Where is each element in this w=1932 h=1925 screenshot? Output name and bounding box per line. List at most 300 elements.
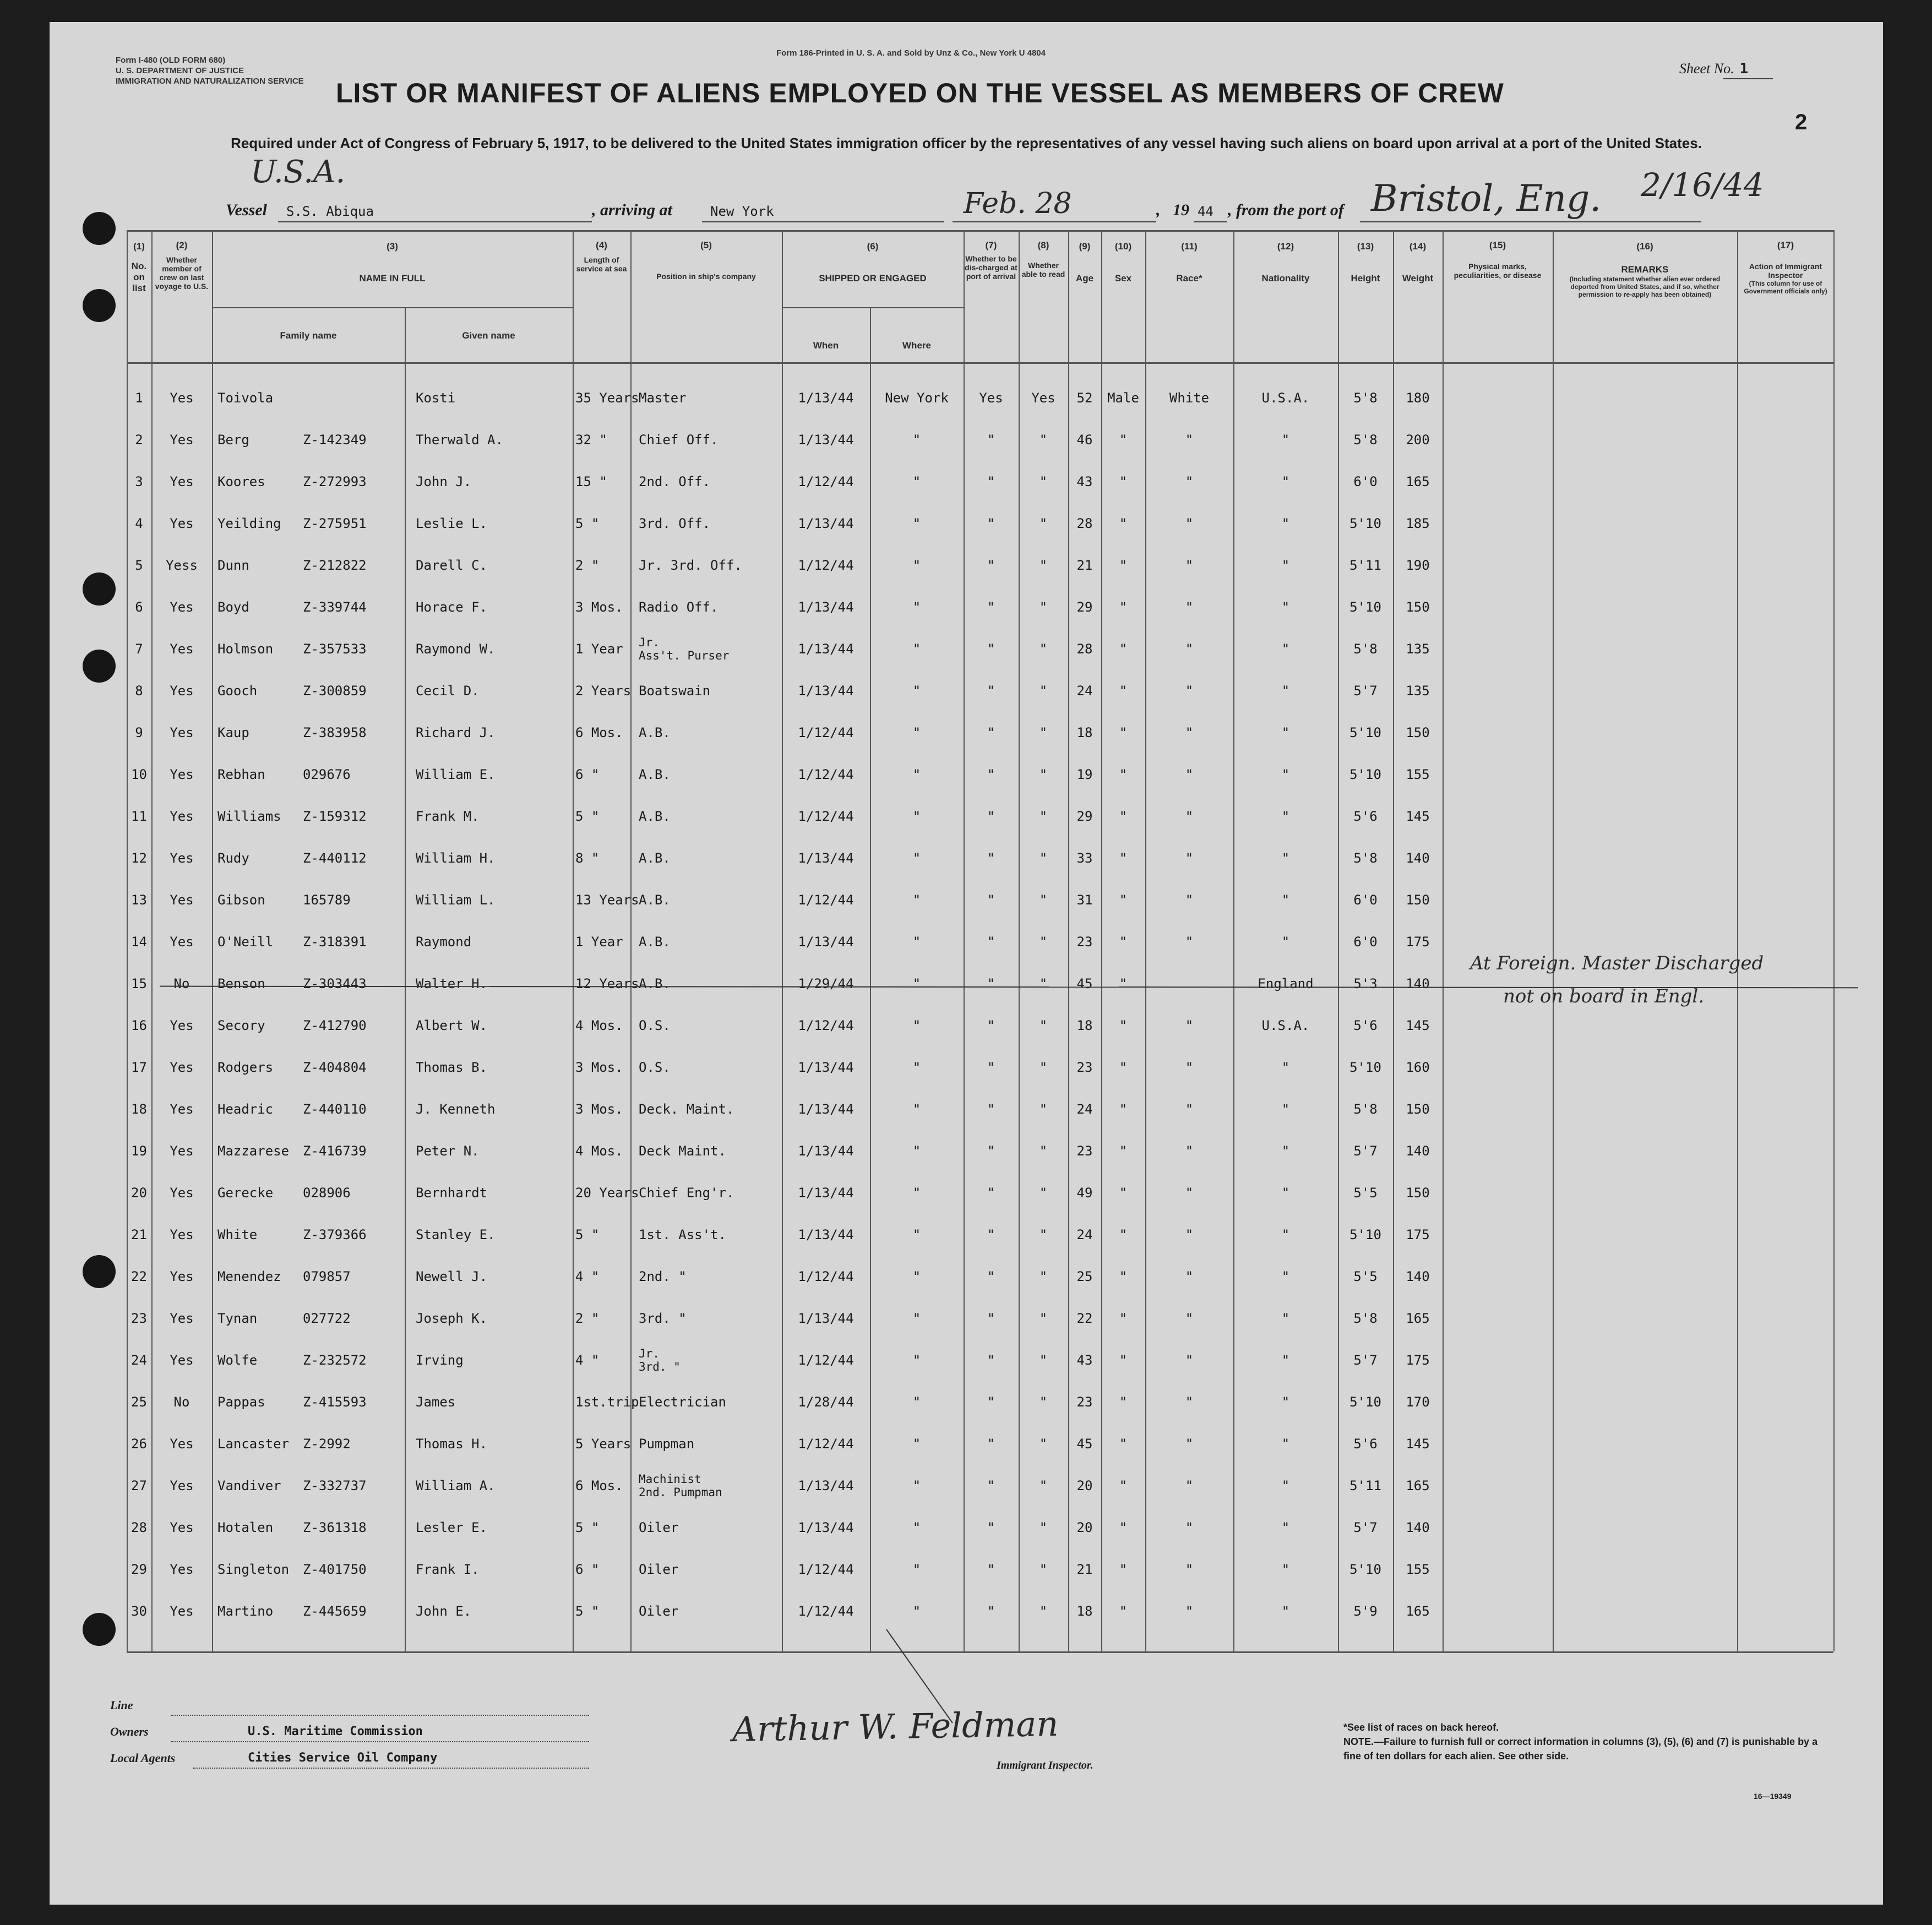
race: " (1185, 1018, 1194, 1033)
race: " (1185, 558, 1194, 573)
manifest-sheet (50, 22, 1883, 1905)
age: 21 (1076, 558, 1093, 573)
family-name-header: Family name (280, 330, 337, 341)
nationality: " (1281, 850, 1290, 866)
col-6-header: (6) SHIPPED OR ENGAGED (819, 241, 927, 283)
sex: " (1119, 558, 1128, 573)
row-number: 11 (131, 809, 147, 824)
position: A.B. (639, 850, 671, 866)
col-13-header: (13) Height (1351, 241, 1380, 283)
crew-row (50, 1548, 1883, 1590)
shipped-when: 1/13/44 (798, 641, 854, 657)
shipped-when: 1/13/44 (798, 599, 854, 615)
last-voyage: Yes (170, 432, 194, 448)
age: 52 (1076, 390, 1093, 406)
age: 43 (1076, 1353, 1093, 1368)
given-name: Richard J. (416, 725, 496, 740)
able-to-read: " (1039, 1185, 1048, 1201)
row-number: 7 (135, 641, 143, 657)
certificate-number: Z-440112 (303, 850, 367, 866)
race: " (1185, 725, 1194, 740)
race: " (1185, 767, 1194, 782)
able-to-read: " (1039, 976, 1048, 991)
shipped-where: " (912, 1018, 921, 1033)
nationality: U.S.A. (1261, 1018, 1310, 1033)
weight: 150 (1406, 599, 1430, 615)
position: Chief Eng'r. (639, 1185, 734, 1201)
height: 5'11 (1349, 558, 1381, 573)
row-number: 3 (135, 474, 143, 489)
sex: " (1119, 1394, 1128, 1410)
vessel-label: Vessel (226, 201, 267, 219)
col-3-header: (3) NAME IN FULL (359, 241, 426, 283)
race: " (1185, 683, 1194, 699)
shipped-where: " (912, 1394, 921, 1410)
crew-row (50, 503, 1883, 544)
shipped-when: 1/13/44 (798, 850, 854, 866)
family-name: Yeilding (217, 516, 281, 531)
row-number: 8 (135, 683, 143, 699)
certificate-number: Z-318391 (303, 934, 367, 950)
able-to-read: " (1039, 1311, 1048, 1326)
service-text: IMMIGRATION AND NATURALIZATION SERVICE (116, 77, 304, 86)
year-prefix: 19 (1173, 201, 1189, 219)
length-of-service: 6 " (575, 1562, 600, 1577)
row-number: 29 (131, 1562, 147, 1577)
inspector-signature: Arthur W. Feldman (732, 1703, 1059, 1750)
col-7-header: (7) Whether to be dis-charged at port of arrival (965, 240, 1017, 281)
shipped-when: 1/12/44 (798, 558, 854, 573)
shipped-when-header: When (813, 340, 839, 351)
year-suffix: 44 (1198, 204, 1213, 219)
length-of-service: 12 Years (575, 976, 639, 991)
last-voyage: Yes (170, 1520, 194, 1535)
able-to-read: " (1039, 516, 1048, 531)
shipped-when: 1/13/44 (798, 1101, 854, 1117)
crew-row (50, 1088, 1883, 1130)
crew-row (50, 1423, 1883, 1465)
sex: " (1119, 976, 1128, 991)
shipped-where: " (912, 767, 921, 782)
row-number: 10 (131, 767, 147, 782)
able-to-read: " (1039, 809, 1048, 824)
position: Master (639, 390, 687, 406)
row-number: 9 (135, 725, 143, 740)
given-name: Kosti (416, 390, 456, 406)
row-number: 24 (131, 1353, 147, 1368)
last-voyage: Yes (170, 809, 194, 824)
height: 5'10 (1349, 1060, 1381, 1075)
last-voyage: Yes (170, 474, 194, 489)
able-to-read: " (1039, 934, 1048, 950)
nationality: " (1281, 558, 1290, 573)
weight: 165 (1406, 474, 1430, 489)
sex: " (1119, 1060, 1128, 1075)
able-to-read: " (1039, 767, 1048, 782)
crew-row (50, 628, 1883, 670)
length-of-service: 1st.trip (575, 1394, 639, 1410)
weight: 140 (1406, 1269, 1430, 1284)
races-note: *See list of races on back hereof. (1343, 1722, 1499, 1733)
certificate-number: Z-412790 (303, 1018, 367, 1033)
position: Oiler (639, 1604, 679, 1619)
position: Machinist 2nd. Pumpman (639, 1473, 722, 1499)
last-voyage: Yes (170, 390, 194, 406)
sex: " (1119, 1478, 1128, 1493)
age: 45 (1076, 976, 1093, 991)
crew-row (50, 461, 1883, 503)
weight: 190 (1406, 558, 1430, 573)
document-title: LIST OR MANIFEST OF ALIENS EMPLOYED ON THE VESSEL AS MEMBERS OF CREW (336, 78, 1504, 108)
row-15-remark-line2: not on board in Engl. (1503, 985, 1705, 1007)
shipped-where: " (912, 1562, 921, 1577)
last-voyage: Yes (170, 1269, 194, 1284)
document-subtitle: Required under Act of Congress of February 5, 1917, to be delivered to the United States immigration officer by the representatives of any vessel having such aliens on board upon arrival at a port of the United States. (231, 135, 1702, 151)
discharged: " (987, 641, 995, 657)
certificate-number: Z-383958 (303, 725, 367, 740)
col-12-header: (12) Nationality (1261, 241, 1310, 283)
age: 24 (1076, 1227, 1093, 1242)
inspector-label: Immigrant Inspector. (997, 1759, 1093, 1771)
age: 18 (1076, 1018, 1093, 1033)
certificate-number: Z-300859 (303, 683, 367, 699)
shipped-where: " (912, 474, 921, 489)
sex: " (1119, 641, 1128, 657)
shipped-when: 1/13/44 (798, 1060, 854, 1075)
shipped-where: " (912, 1143, 921, 1159)
family-name: Pappas (217, 1394, 265, 1410)
race: " (1185, 1604, 1194, 1619)
height: 5'8 (1353, 1101, 1378, 1117)
footnote (1343, 1720, 1822, 1763)
discharged: " (987, 1604, 995, 1619)
certificate-number: 029676 (303, 767, 351, 782)
family-name: Benson (217, 976, 265, 991)
local-agents-label: Local Agents (110, 1751, 176, 1765)
length-of-service: 4 " (575, 1353, 600, 1368)
length-of-service: 4 Mos. (575, 1018, 623, 1033)
shipped-where: " (912, 892, 921, 908)
weight: 150 (1406, 892, 1430, 908)
age: 21 (1076, 1562, 1093, 1577)
binder-hole (83, 289, 116, 322)
date-comma: , (1156, 201, 1161, 219)
family-name: Toivola (217, 390, 274, 406)
certificate-number: 079857 (303, 1269, 351, 1284)
discharged: " (987, 1478, 995, 1493)
last-voyage: No (173, 976, 190, 991)
height: 5'10 (1349, 516, 1381, 531)
position: Jr. 3rd. Off. (639, 558, 742, 573)
length-of-service: 2 Years (575, 683, 632, 699)
race: " (1185, 1520, 1194, 1535)
length-of-service: 1 Year (575, 934, 623, 950)
arrival-date: Feb. 28 (964, 187, 1072, 220)
age: 23 (1076, 1060, 1093, 1075)
family-name: Hotalen (217, 1520, 274, 1535)
certificate-number: Z-212822 (303, 558, 367, 573)
col-4-header: (4) Length of service at sea (576, 240, 627, 273)
discharged: " (987, 809, 995, 824)
age: 43 (1076, 474, 1093, 489)
position: Oiler (639, 1562, 679, 1577)
able-to-read: " (1039, 1562, 1048, 1577)
given-name: Joseph K. (416, 1311, 488, 1326)
family-name: Vandiver (217, 1478, 281, 1493)
length-of-service: 20 Years (575, 1185, 639, 1201)
col-16-header: (16) REMARKS (Including statement whether alien ever ordered deported from United States, and if so, whether permission to re-apply has been obtained) (1569, 241, 1721, 298)
length-of-service: 2 " (575, 1311, 600, 1326)
crew-row (50, 1172, 1883, 1214)
position: O.S. (639, 1060, 671, 1075)
family-name: Menendez (217, 1269, 281, 1284)
binder-hole (83, 212, 116, 245)
nationality: " (1281, 1478, 1290, 1493)
sex: " (1119, 1311, 1128, 1326)
height: 5'10 (1349, 767, 1381, 782)
sex: " (1119, 1520, 1128, 1535)
family-name: Martino (217, 1604, 274, 1619)
age: 29 (1076, 809, 1093, 824)
col-9-header: (9) Age (1075, 241, 1094, 283)
col-1-header: (1) No. on list (131, 241, 147, 293)
crew-row (50, 1507, 1883, 1548)
height: 5'5 (1353, 1269, 1378, 1284)
nationality: " (1281, 1394, 1290, 1410)
weight: 135 (1406, 683, 1430, 699)
position: Oiler (639, 1520, 679, 1535)
age: 29 (1076, 599, 1093, 615)
crew-row (50, 1256, 1883, 1297)
discharged: " (987, 1353, 995, 1368)
shipped-where: " (912, 683, 921, 699)
height: 5'8 (1353, 432, 1378, 448)
age: 31 (1076, 892, 1093, 908)
sex: " (1119, 1143, 1128, 1159)
race (1145, 963, 1233, 1005)
given-name: Frank M. (416, 809, 480, 824)
shipped-where: " (912, 850, 921, 866)
certificate-number: Z-232572 (303, 1353, 367, 1368)
shipped-when: 1/28/44 (798, 1394, 854, 1410)
shipped-when: 1/12/44 (798, 474, 854, 489)
sex: " (1119, 1101, 1128, 1117)
crew-row (50, 1005, 1883, 1046)
sex: " (1119, 1269, 1128, 1284)
sex: Male (1107, 390, 1139, 406)
row-number: 27 (131, 1478, 147, 1493)
position: Jr. 3rd. " (639, 1347, 681, 1373)
col-15-header: (15) Physical marks, peculiarities, or disease (1454, 240, 1542, 280)
given-name: Irving (416, 1353, 464, 1368)
shipped-when: 1/12/44 (798, 1562, 854, 1577)
discharged: " (987, 599, 995, 615)
shipped-when: 1/12/44 (798, 1353, 854, 1368)
family-name: Holmson (217, 641, 274, 657)
penalty-note: NOTE.—Failure to furnish full or correct information in columns (3), (5), (6) and (7) is punishable by a fine of ten dollars for each alien. See other side. (1343, 1736, 1818, 1762)
last-voyage: Yes (170, 1185, 194, 1201)
position: A.B. (639, 976, 671, 991)
age: 24 (1076, 683, 1093, 699)
discharged: " (987, 976, 995, 991)
crew-row (50, 879, 1883, 921)
height: 5'11 (1349, 1478, 1381, 1493)
length-of-service: 5 " (575, 809, 600, 824)
row-number: 18 (131, 1101, 147, 1117)
discharged: " (987, 1394, 995, 1410)
shipped-where: " (912, 725, 921, 740)
shipped-where: " (912, 1478, 921, 1493)
last-voyage: Yes (170, 1353, 194, 1368)
able-to-read: " (1039, 1060, 1048, 1075)
discharged: " (987, 1185, 995, 1201)
length-of-service: 5 Years (575, 1436, 632, 1452)
able-to-read: " (1039, 474, 1048, 489)
nationality: " (1281, 641, 1290, 657)
shipped-when: 1/13/44 (798, 683, 854, 699)
weight: 200 (1406, 432, 1430, 448)
shipped-when: 1/13/44 (798, 1143, 854, 1159)
crew-row (50, 1214, 1883, 1256)
sheet-label: Sheet No. (1679, 61, 1734, 77)
certificate-number: Z-339744 (303, 599, 367, 615)
nationality: " (1281, 1101, 1290, 1117)
row-number: 26 (131, 1436, 147, 1452)
given-name: Raymond W. (416, 641, 496, 657)
position: A.B. (639, 767, 671, 782)
discharged: Yes (979, 390, 1003, 406)
race: " (1185, 641, 1194, 657)
length-of-service: 1 Year (575, 641, 623, 657)
length-of-service: 6 Mos. (575, 725, 623, 740)
col-10-header: (10) Sex (1114, 241, 1132, 283)
family-name: Gerecke (217, 1185, 274, 1201)
from-port-label: , from the port of (1228, 201, 1344, 219)
family-name: Boyd (217, 599, 249, 615)
sex: " (1119, 1353, 1128, 1368)
length-of-service: 5 " (575, 1520, 600, 1535)
discharged: " (987, 1269, 995, 1284)
owners-label: Owners (110, 1725, 149, 1738)
position: 3rd. Off. (639, 516, 711, 531)
given-name: John E. (416, 1604, 472, 1619)
position: A.B. (639, 934, 671, 950)
weight: 175 (1406, 934, 1430, 950)
given-name: Darell C. (416, 558, 488, 573)
last-voyage: Yes (170, 850, 194, 866)
row-number: 19 (131, 1143, 147, 1159)
nationality: " (1281, 725, 1290, 740)
crew-row (50, 754, 1883, 795)
last-voyage: Yes (170, 1101, 194, 1117)
given-name: William H. (416, 850, 496, 866)
nationality: " (1281, 767, 1290, 782)
race: " (1185, 1311, 1194, 1326)
crew-row (50, 795, 1883, 837)
weight: 140 (1406, 1143, 1430, 1159)
weight: 175 (1406, 1353, 1430, 1368)
row-number: 1 (135, 390, 143, 406)
sheet-number-value: 1 (1739, 61, 1749, 77)
discharged: " (987, 1311, 995, 1326)
owners-value: U.S. Maritime Commission (248, 1725, 423, 1738)
weight: 150 (1406, 1185, 1430, 1201)
age: 18 (1076, 1604, 1093, 1619)
weight: 180 (1406, 390, 1430, 406)
crew-row (50, 419, 1883, 461)
row-number: 21 (131, 1227, 147, 1242)
family-name: Wolfe (217, 1353, 258, 1368)
given-name: Thomas B. (416, 1060, 488, 1075)
length-of-service: 4 " (575, 1269, 600, 1284)
height: 5'8 (1353, 641, 1378, 657)
weight: 155 (1406, 1562, 1430, 1577)
age: 24 (1076, 1101, 1093, 1117)
able-to-read: " (1039, 1269, 1048, 1284)
last-voyage: Yes (170, 725, 194, 740)
length-of-service: 13 Years (575, 892, 639, 908)
position: Boatswain (639, 683, 711, 699)
sex: " (1119, 1604, 1128, 1619)
weight: 170 (1406, 1394, 1430, 1410)
sheet-number (1679, 61, 1748, 77)
length-of-service: 15 " (575, 474, 607, 489)
row-number: 15 (131, 976, 147, 991)
last-voyage: No (173, 1394, 190, 1410)
given-name: Thomas H. (416, 1436, 488, 1452)
certificate-number: Z-379366 (303, 1227, 367, 1242)
row-number: 12 (131, 850, 147, 866)
certificate-number: Z-303443 (303, 976, 367, 991)
nationality: " (1281, 892, 1290, 908)
length-of-service: 2 " (575, 558, 600, 573)
age: 25 (1076, 1269, 1093, 1284)
shipped-where: " (912, 976, 921, 991)
discharged: " (987, 516, 995, 531)
certificate-number: Z-445659 (303, 1604, 367, 1619)
certificate-number: 165789 (303, 892, 351, 908)
race: " (1185, 1060, 1194, 1075)
shipped-where: " (912, 432, 921, 448)
row-number: 20 (131, 1185, 147, 1201)
discharged: " (987, 683, 995, 699)
family-name: Headric (217, 1101, 274, 1117)
shipped-when: 1/12/44 (798, 767, 854, 782)
nationality: " (1281, 1604, 1290, 1619)
height: 5'10 (1349, 1394, 1381, 1410)
row-15-remark-line1: At Foreign. Master Discharged (1470, 952, 1764, 974)
crew-row (50, 712, 1883, 754)
col-17-header: (17) Action of Immigrant Inspector (This column for use of Government officials only) (1744, 240, 1827, 295)
discharged: " (987, 1562, 995, 1577)
length-of-service: 8 " (575, 850, 600, 866)
weight: 155 (1406, 767, 1430, 782)
sex: " (1119, 809, 1128, 824)
shipped-where: " (912, 1060, 921, 1075)
row-number: 16 (131, 1018, 147, 1033)
row-number: 28 (131, 1520, 147, 1535)
shipped-where: " (912, 641, 921, 657)
length-of-service: 32 " (575, 432, 607, 448)
crew-row (50, 670, 1883, 712)
certificate-number: Z-357533 (303, 641, 367, 657)
weight: 140 (1406, 1520, 1430, 1535)
shipped-when: 1/12/44 (798, 1604, 854, 1619)
shipped-when: 1/29/44 (798, 976, 854, 991)
shipped-where: " (912, 1436, 921, 1452)
weight: 165 (1406, 1311, 1430, 1326)
weight: 160 (1406, 1060, 1430, 1075)
